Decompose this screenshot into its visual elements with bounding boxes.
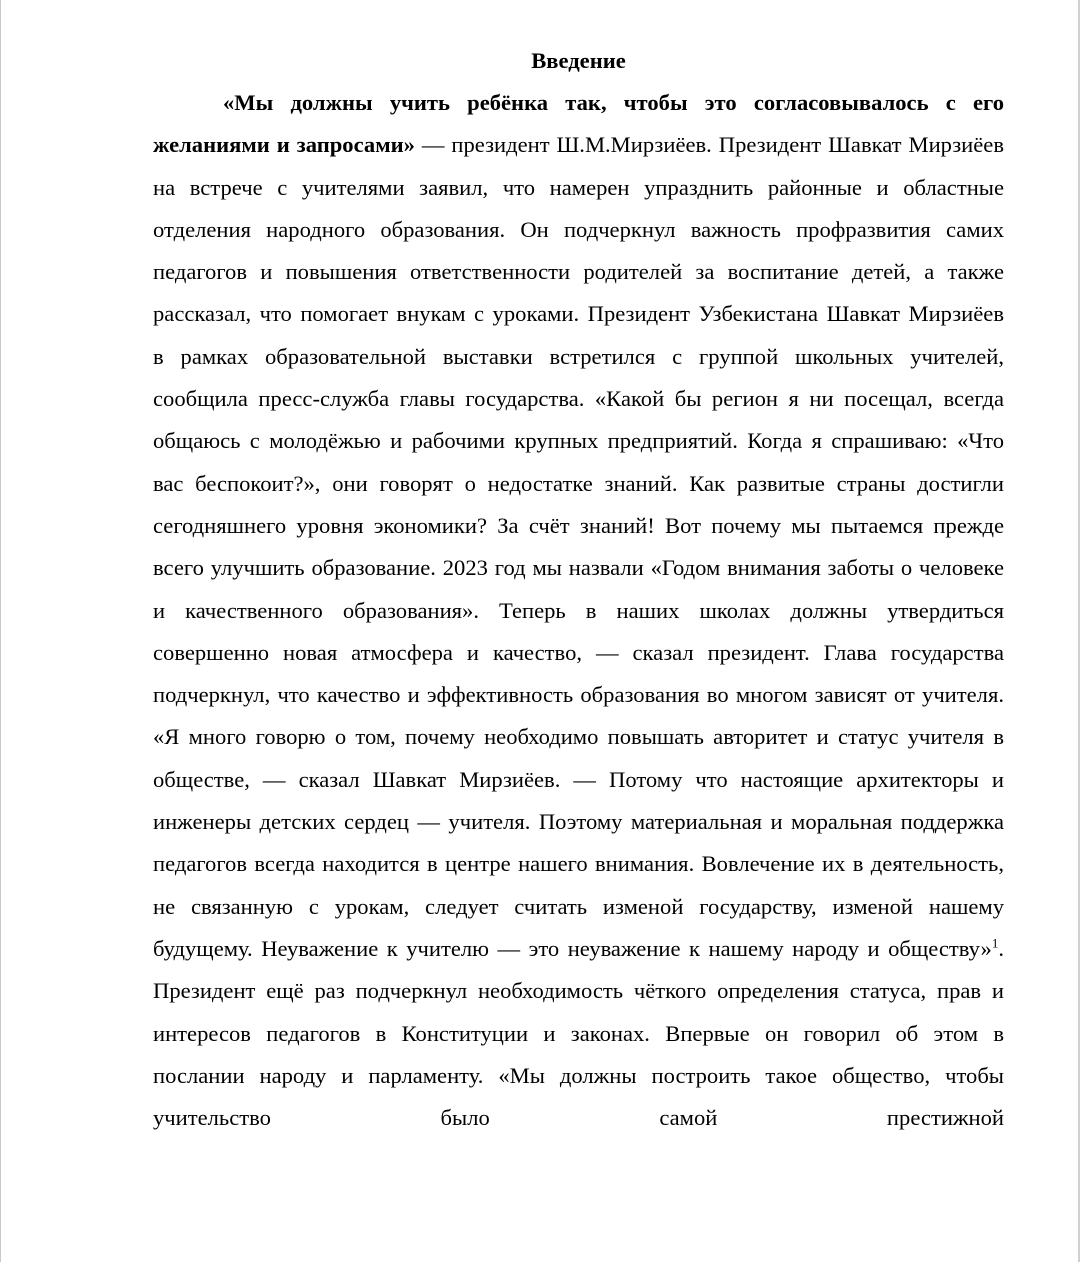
page-left-edge xyxy=(0,0,1,1262)
footnote-reference[interactable]: 1 xyxy=(991,935,999,951)
intro-quote: «Мы должны учить ребёнка так, чтобы это согласовывалось с его желаниями и запросами» xyxy=(153,90,1004,158)
document-body xyxy=(153,42,1004,1139)
paragraph-continuation: . Президент ещё раз подчеркнул необходимость чёткого определения статуса, прав и интересов педагогов в Конституции и законах. Впервые он говорил об этом в послании народу и парламенту. «Мы должны построить такое общество, чтобы учительство было самой престижной xyxy=(153,935,1004,1131)
paragraph-text: — президент Ш.М.Мирзиёев. Президент Шавкат Мирзиёев на встрече с учителями заявил, что намерен упразднить районные и областные отделения народного образования. Он подчеркнул важность профразвития самих педагогов и повышения ответственности родителей за воспитание детей, а также рассказал, что помогает внукам с уроками. Президент Узбекистана Шавкат Мирзиёев в рамках образовательной выставки встретился с группой школьных учителей, сообщила пресс-служба главы государства. «Какой бы регион я ни посещал, всегда общаюсь с молодёжью и рабочими крупных предприятий. Когда я спрашиваю: «Что вас беспокоит?», они говорят о недостатке знаний. Как развитые страны достигли сегодняшнего уровня экономики? За счёт знаний! Вот почему мы пытаемся прежде всего улучшить образование. 2023 год мы назвали «Годом внимания заботы о человеке и качественного образования». Теперь в наших школах должны утвердиться совершенно новая атмосфера и качество, — сказал президент. Глава государства подчеркнул, что качество и эффективность образования во многом зависят от учителя. «Я много говорю о том, почему необходимо повышать авторитет и статус учителя в обществе, — сказал Шавкат Мирзиёев. — Потому что настоящие архитекторы и инженеры детских сердец — учителя. Поэтому материальная и моральная поддержка педагогов всегда находится в центре нашего внимания. Вовлечение их в деятельность, не связанную с урокам, следует считать изменой государству, изменой нашему будущему. Неуважение к учителю — это неуважение к нашему народу и обществу» xyxy=(153,132,1004,961)
body-paragraph xyxy=(153,82,1004,1139)
page-title: Введение xyxy=(531,48,626,73)
